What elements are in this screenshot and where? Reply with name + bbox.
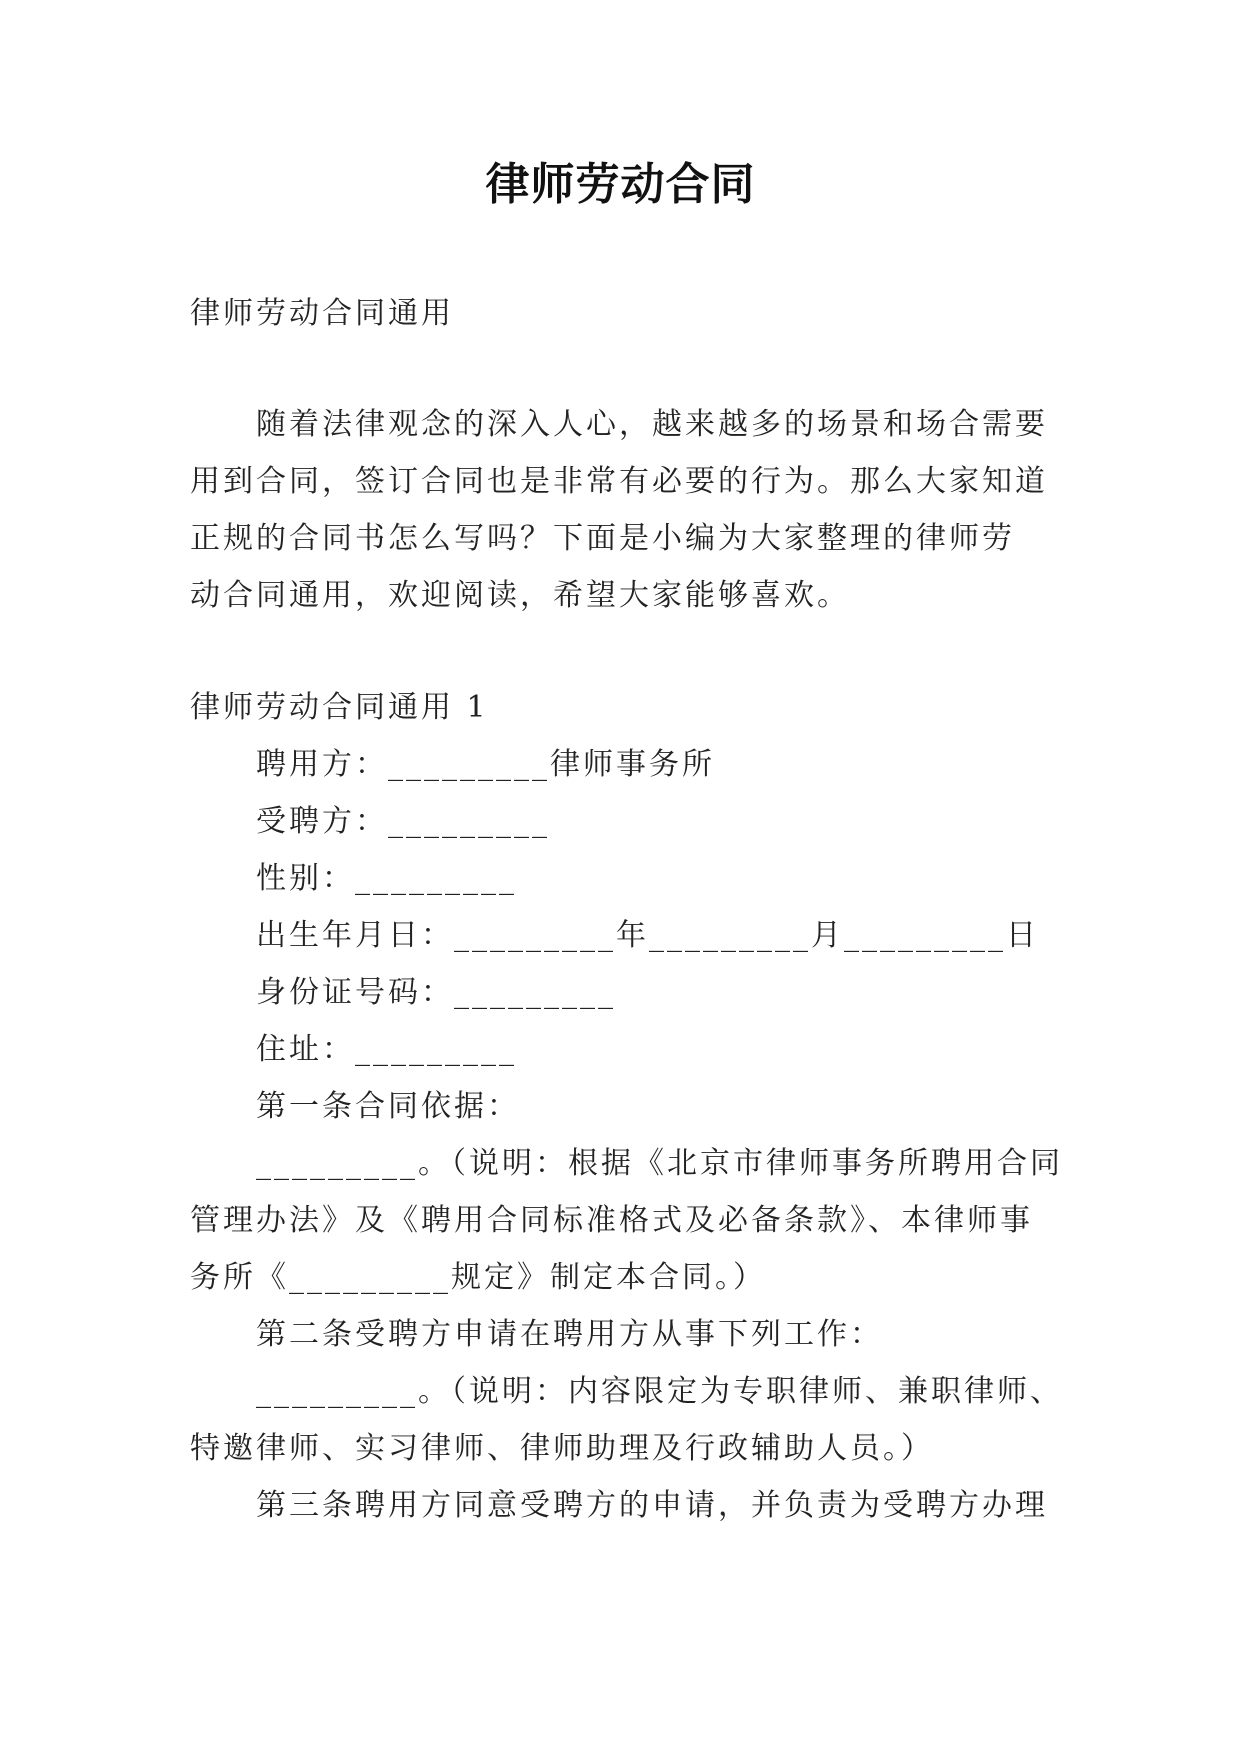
employee-field: 受聘方：_________ [256, 804, 550, 839]
article2-line-2: 特邀律师、实习律师、律师助理及行政辅助人员。） [190, 1431, 934, 1466]
article1-line-1: _________。（说明：根据《北京市律师事务所聘用合同 [256, 1146, 1063, 1181]
article1-line-3: 务所《_________规定》制定本合同。） [190, 1260, 766, 1295]
intro-line-3: 正规的合同书怎么写吗？下面是小编为大家整理的律师劳 [190, 521, 1015, 556]
address-field: 住址：_________ [256, 1032, 517, 1067]
id-number-field: 身份证号码：_________ [256, 975, 616, 1010]
document-subtitle: 律师劳动合同通用 [190, 296, 454, 331]
intro-line-2: 用到合同，签订合同也是非常有必要的行为。那么大家知道 [190, 464, 1048, 499]
intro-line-4: 动合同通用，欢迎阅读，希望大家能够喜欢。 [190, 578, 850, 613]
employer-field: 聘用方：_________律师事务所 [256, 747, 715, 782]
article3-line-1: 第三条聘用方同意受聘方的申请，并负责为受聘方办理 [256, 1488, 1048, 1523]
intro-line-1: 随着法律观念的深入人心，越来越多的场景和场合需要 [256, 407, 1048, 442]
article1-heading: 第一条合同依据： [256, 1089, 520, 1124]
section-heading: 律师劳动合同通用 1 [190, 690, 489, 725]
article2-heading: 第二条受聘方申请在聘用方从事下列工作： [256, 1317, 883, 1352]
article1-line-2: 管理办法》及《聘用合同标准格式及必备条款》、本律师事 [190, 1203, 1033, 1238]
document-title: 律师劳动合同 [485, 159, 756, 210]
article2-line-1: _________。（说明：内容限定为专职律师、兼职律师、 [256, 1374, 1063, 1409]
gender-field: 性别：_________ [256, 861, 517, 896]
birth-date-field: 出生年月日：_________年_________月_________日 [256, 918, 1039, 953]
